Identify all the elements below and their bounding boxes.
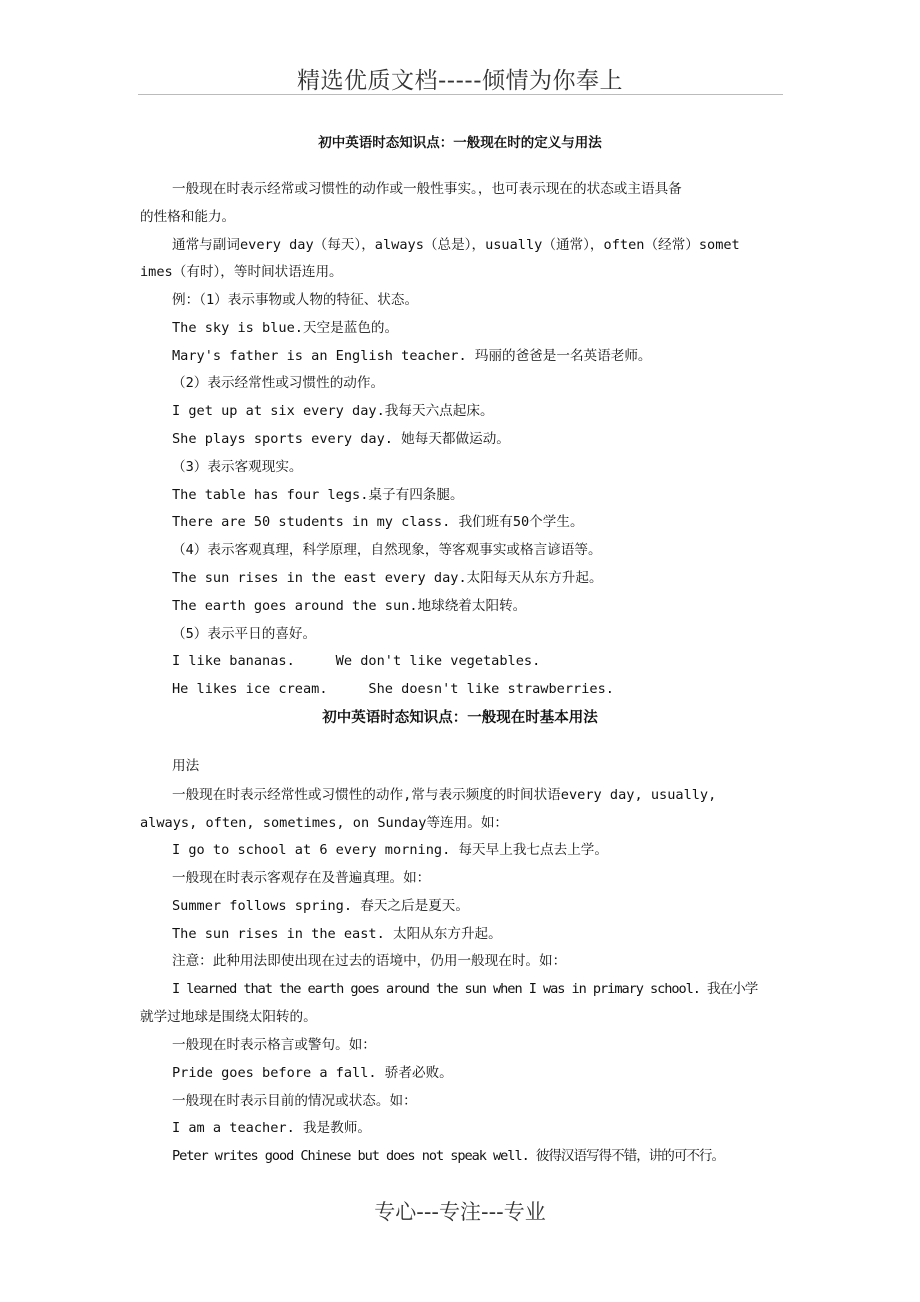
- paragraph-line: The earth goes around the sun.地球绕着太阳转。: [172, 598, 527, 614]
- paragraph-line: 就学过地球是围绕太阳转的。: [140, 1009, 317, 1025]
- paragraph-line: （2）表示经常性或习惯性的动作。: [172, 375, 385, 391]
- paragraph-line: 一般现在时表示经常或习惯性的动作或一般性事实。，也可表示现在的状态或主语具备: [172, 181, 682, 197]
- paragraph-line: 的性格和能力。: [140, 209, 236, 225]
- page-footer: 专心---专注---专业: [374, 1200, 546, 1224]
- paragraph-line: Pride goes before a fall. 骄者必败。: [172, 1065, 453, 1081]
- paragraph-line: The sun rises in the east every day.太阳每天从东方升起。: [172, 570, 603, 586]
- paragraph-line: Mary's father is an English teacher. 玛丽的爸爸是一名英语老师。: [172, 348, 652, 364]
- paragraph-line: 注意：此种用法即使出现在过去的语境中，仍用一般现在时。如：: [172, 953, 567, 969]
- section-title-usage: 初中英语时态知识点：一般现在时基本用法: [322, 710, 598, 726]
- paragraph-line: I get up at six every day.我每天六点起床。: [172, 403, 494, 419]
- paragraph-line: I am a teacher. 我是教师。: [172, 1120, 371, 1136]
- header-divider: [138, 94, 783, 95]
- paragraph-line: always, often, sometimes, on Sunday等连用。如：: [140, 815, 509, 831]
- paragraph-line: He likes ice cream. She doesn't like strawberries.: [172, 681, 614, 697]
- paragraph-line: The table has four legs.桌子有四条腿。: [172, 487, 464, 503]
- paragraph-line: （3）表示客观现实。: [172, 459, 303, 475]
- section-title-definition: 初中英语时态知识点：一般现在时的定义与用法: [318, 135, 602, 151]
- paragraph-line: I like bananas. We don't like vegetables.: [172, 653, 541, 669]
- paragraph-line: 一般现在时表示经常性或习惯性的动作,常与表示频度的时间状语every day, usually,: [172, 787, 717, 803]
- page-header: 精选优质文档-----倾情为你奉上: [297, 68, 623, 94]
- paragraph-line: Summer follows spring. 春天之后是夏天。: [172, 898, 469, 914]
- paragraph-line: There are 50 students in my class. 我们班有50个学生。: [172, 514, 584, 530]
- paragraph-line: She plays sports every day. 她每天都做运动。: [172, 431, 510, 447]
- paragraph-line: The sun rises in the east. 太阳从东方升起。: [172, 926, 502, 942]
- paragraph-line: I go to school at 6 every morning. 每天早上我七点去上学。: [172, 842, 608, 858]
- paragraph-line: 通常与副词every day（每天），always（总是），usually（通常），often（经常）somet: [172, 237, 740, 253]
- paragraph-line: The sky is blue.天空是蓝色的。: [172, 320, 399, 336]
- paragraph-line: 一般现在时表示目前的情况或状态。如：: [172, 1093, 417, 1109]
- paragraph-line: 用法: [172, 758, 200, 774]
- paragraph-line: imes（有时），等时间状语连用。: [140, 264, 343, 280]
- paragraph-line: （4）表示客观真理，科学原理，自然现象，等客观事实或格言谚语等。: [172, 542, 602, 558]
- paragraph-line: （5）表示平日的喜好。: [172, 626, 317, 642]
- paragraph-line: Peter writes good Chinese but does not speak well. 彼得汉语写得不错，讲的可不行。: [172, 1148, 724, 1164]
- paragraph-line: 一般现在时表示格言或警句。如：: [172, 1037, 376, 1053]
- paragraph-line: 例：（1）表示事物或人物的特征、状态。: [172, 292, 419, 308]
- paragraph-line: 一般现在时表示客观存在及普遍真理。如：: [172, 870, 431, 886]
- paragraph-line: I learned that the earth goes around the sun when I was in primary school. 我在小学: [172, 981, 758, 997]
